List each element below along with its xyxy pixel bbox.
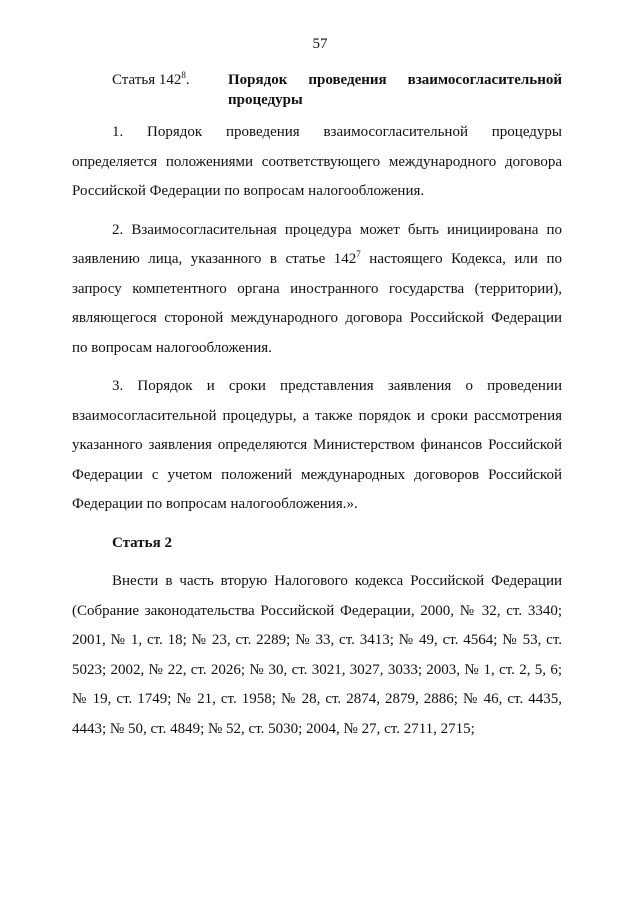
article-label-superscript: 8 xyxy=(181,70,186,80)
paragraph-3: 3. Порядок и сроки представления заявления о проведении взаимосогласительной процедуры, а также порядок и сроки рассмотрения указанного заявления определяются Министерством финансов Российской Федерации с учетом положений международных договоров Российской Федерации по вопросам налогообложения.». xyxy=(72,378,562,512)
article-label-text: Статья 142 xyxy=(112,72,182,88)
document-body xyxy=(72,118,562,753)
page-number: 57 xyxy=(312,36,328,52)
article-title: Порядок проведения взаимосогласительной процедуры xyxy=(228,72,562,108)
paragraph-2-superscript: 7 xyxy=(356,249,361,259)
paragraph-4: Внести в часть вторую Налогового кодекса Российской Федерации (Собрание законодательства Российской Федерации, 2000, № 32, ст. 3340; 2001, № 1, ст. 18; № 23, ст. 2289; № 33, ст. 3413; № 49, ст. 4564; № 53, ст. 5023; 2002, № 22, ст. 2026; № 30, ст. 3021, 3027, 3033; 2003, № 1, ст. 2, 5, 6; № 19, ст. 1749; № 21, ст. 1958; № 28, ст. 2874, 2879, 2886; № 46, ст. 4435, 4443; № 50, ст. 4849; № 52, ст. 5030; 2004, № 27, ст. 2711, 2715; xyxy=(72,573,562,737)
article-header xyxy=(112,70,562,110)
paragraph-1: 1. Порядок проведения взаимосогласительной процедуры определяется положениями соответствующего международного договора Российской Федерации по вопросам налогообложения. xyxy=(72,124,562,199)
paragraph-2 xyxy=(72,216,562,364)
article-2-heading: Статья 2 xyxy=(112,534,172,551)
article-label xyxy=(112,70,228,110)
article-label-dot: . xyxy=(185,72,190,88)
paragraph-2-part-b: настоящего Кодекса, или по запросу компетентного органа иностранного государства (территории), являющегося стороной международного договора Российской Федерации по вопросам налогообложения. xyxy=(72,251,562,356)
paragraph-2-part-a: 2. Взаимосогласительная процедура может быть инициирована по заявлению лица, указанного в статье 142 xyxy=(72,221,562,267)
